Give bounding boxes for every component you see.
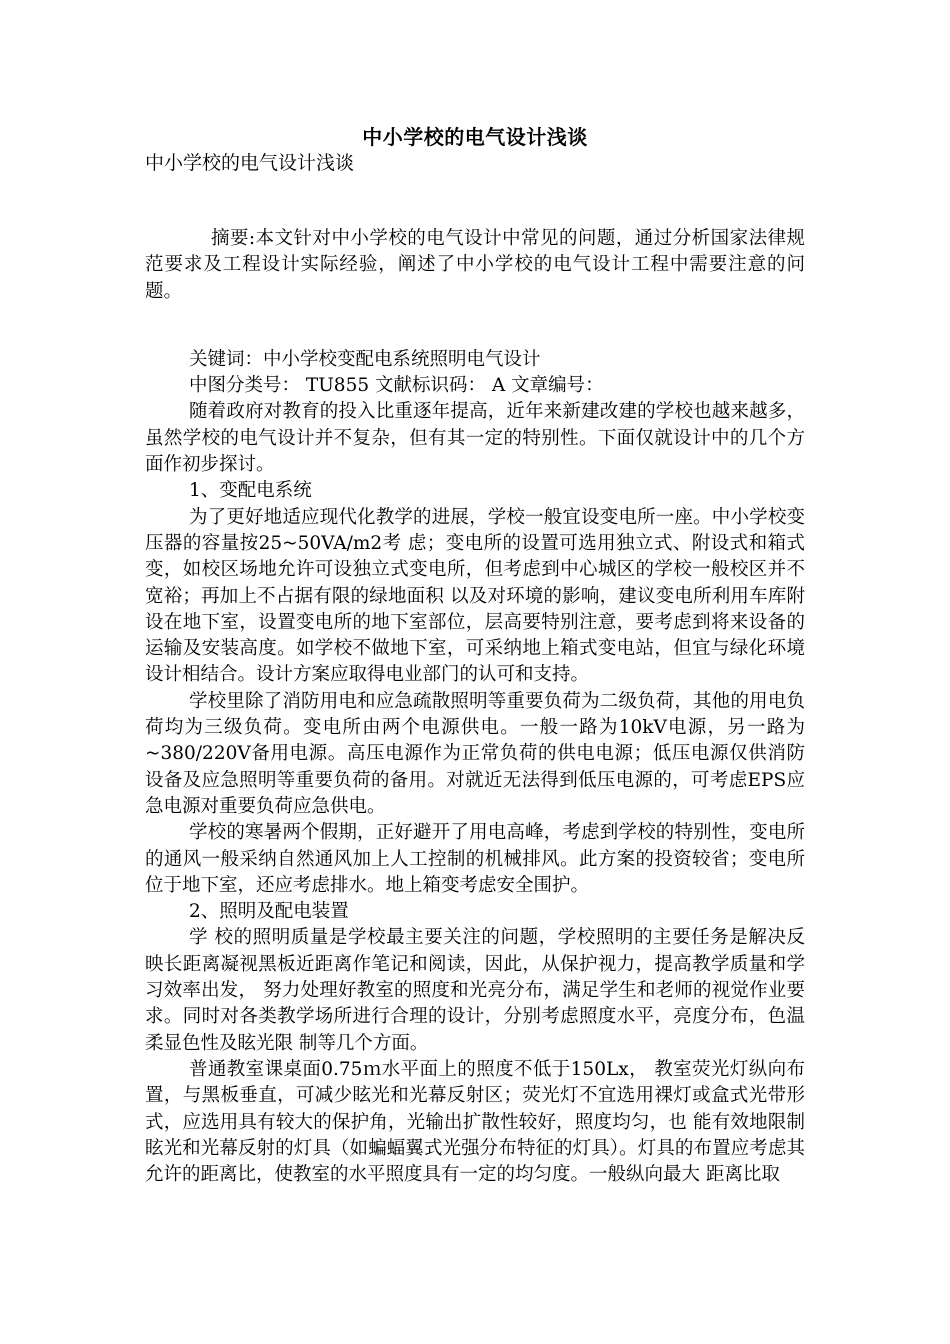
document-subtitle: 中小学校的电气设计浅谈	[145, 152, 355, 174]
body-paragraph: 随着政府对教育的投入比重逐年提高，近年来新建改建的学校也越来越多，虽然学校的电气设计并不复杂，但有其一定的特别性。下面仅就设计中的几个方面作初步探讨。	[145, 401, 805, 476]
abstract-paragraph: 摘要:本文针对中小学校的电气设计中常见的问题，通过分析国家法律规范要求及工程设计实际经验，阐述了中小学校的电气设计工程中需要注意的问题。	[145, 228, 805, 302]
classification-line: 中图分类号： TU855 文献标识码： A 文章编号：	[189, 375, 604, 397]
section-heading: 1、变配电系统	[189, 480, 312, 502]
keywords-line: 关键词：中小学校变配电系统照明电气设计	[189, 348, 541, 370]
spacer	[145, 305, 805, 347]
body-paragraph: 普通教室课桌面0.75ｍ水平面上的照度不低于150Lx， 教室荧光灯纵向布置，与黑板垂直，可减少眩光和光幕反射区；荧光灯不宜选用裸灯或盒式光带形式，应选用具有较大的保护角，光输出扩散性较好，照度均匀，也 能有效地限制眩光和光幕反射的灯具（如蝙蝠翼式光强分布特征的灯具）。灯具的布置应考虑其允许的距离比，使教室的水平照度具有一定的均匀度。一般纵向最大 距离比取	[145, 1058, 805, 1186]
document-page	[145, 124, 805, 1188]
body-paragraph: 学校的寒暑两个假期，正好避开了用电高峰，考虑到学校的特别性，变电所的通风一般采纳自然通风加上人工控制的机械排风。此方案的投资较省；变电所位于地下室，还应考虑排水。地上箱变考虑安全围护。	[145, 822, 805, 896]
section-heading: 2、照明及配电装置	[189, 901, 349, 923]
body-paragraph: 为了更好地适应现代化教学的进展，学校一般宜设变电所一座。中小学校变压器的容量按25~50VA/m2考 虑；变电所的设置可选用独立式、附设式和箱式变，如校区场地允许可设独立式变电所，但考虑到中心城区的学校一般校区并不宽裕；再加上不占据有限的绿地面积 以及对环境的影响，建议变电所利用车库附设在地下室，设置变电所的地下室部位，层高要特别注意，要考虑到将来设备的运输及安装高度。如学校不做地下室，可采纳地上箱式变电站，但宜与绿化环境设计相结合。设计方案应取得电业部门的认可和支持。	[145, 506, 805, 686]
document-title: 中小学校的电气设计浅谈	[362, 125, 588, 149]
body-paragraph: 学校里除了消防用电和应急疏散照明等重要负荷为二级负荷，其他的用电负荷均为三级负荷。变电所由两个电源供电。一般一路为10kV电源，另一路为~380/220V备用电源。高压电源作为正常负荷的供电电源；低压电源仅供消防设备及应急照明等重要负荷的备用。对就近无法得到低压电源的，可考虑EPS应急电源对重要负荷应急供电。	[145, 690, 805, 817]
body-paragraph: 学 校的照明质量是学校最主要关注的问题，学校照明的主要任务是解决反映长距离凝视黑板近距离作笔记和阅读，因此，从保护视力，提高教学质量和学习效率出发， 努力处理好教室的照度和光亮分布，满足学生和老师的视觉作业要求。同时对各类教学场所进行合理的设计，分别考虑照度水平，亮度分布，色温柔显色性及眩光限 制等几个方面。	[145, 927, 805, 1054]
spacer	[145, 176, 805, 226]
